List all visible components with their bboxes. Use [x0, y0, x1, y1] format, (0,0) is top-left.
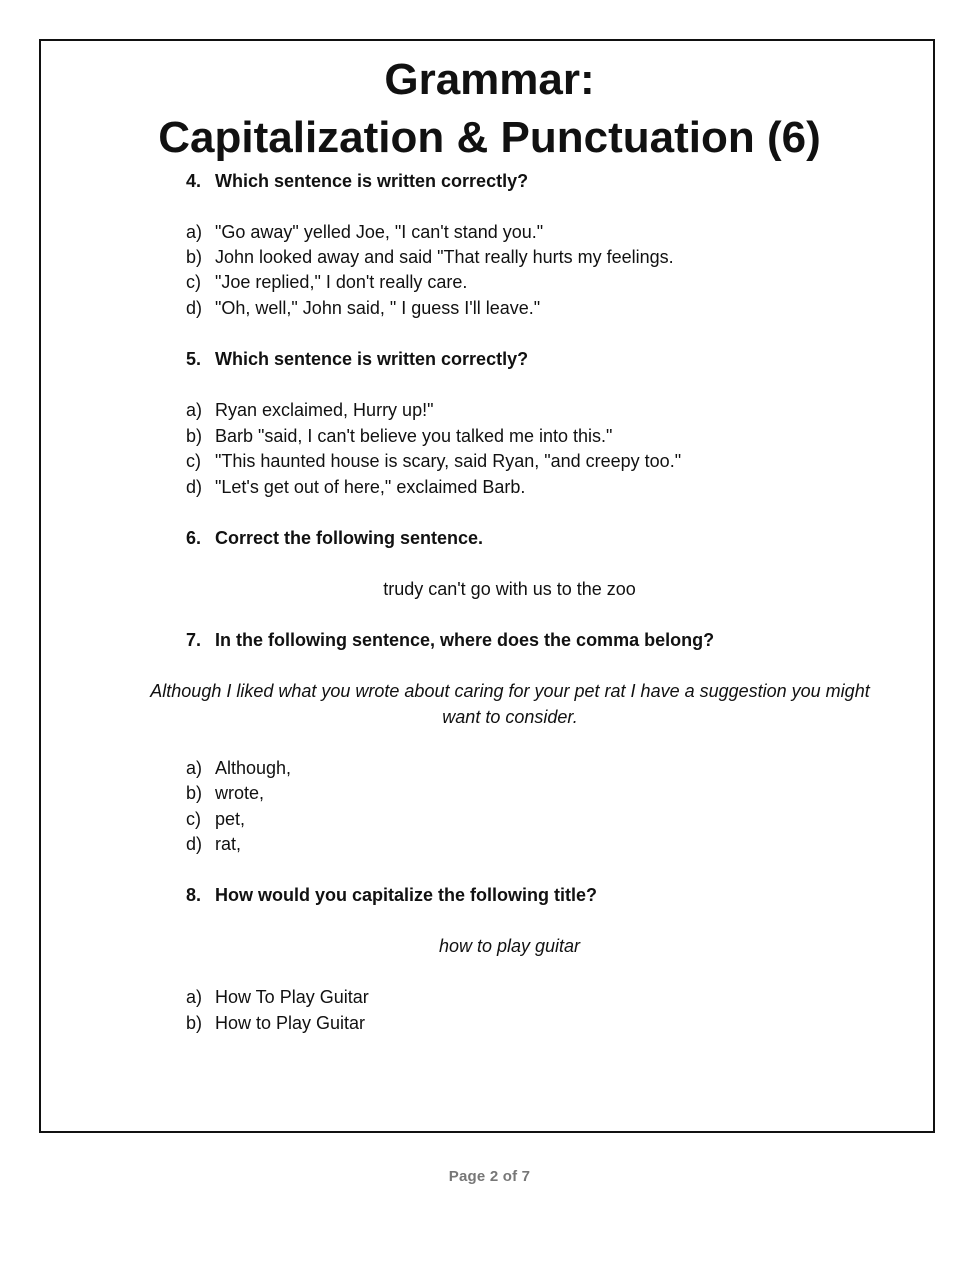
- option-letter: c): [186, 451, 201, 471]
- question-number: 4.: [186, 171, 202, 191]
- answer-option[interactable]: [186, 450, 681, 472]
- answer-option[interactable]: [186, 297, 540, 319]
- answer-option[interactable]: [186, 476, 525, 498]
- question-prompt: Which sentence is written correctly?: [215, 171, 529, 191]
- question-6: [186, 527, 483, 549]
- option-letter: a): [186, 400, 203, 420]
- option-text: How To Play Guitar: [215, 987, 369, 1007]
- option-letter: b): [186, 1013, 203, 1033]
- title-to-capitalize: how to play guitar: [438, 936, 581, 956]
- option-text: "Joe replied," I don't really care.: [215, 272, 468, 292]
- answer-option[interactable]: [186, 757, 291, 779]
- question-number: 6.: [186, 528, 202, 548]
- option-text: pet,: [215, 809, 246, 829]
- answer-option[interactable]: [186, 425, 612, 447]
- answer-option[interactable]: [186, 221, 543, 243]
- option-letter: b): [186, 783, 203, 803]
- option-letter: c): [186, 272, 201, 292]
- option-text: John looked away and said "That really hurts my feelings.: [215, 247, 674, 267]
- answer-option[interactable]: [186, 246, 674, 268]
- option-text: rat,: [215, 834, 242, 854]
- option-text: wrote,: [215, 783, 265, 803]
- question-prompt: Correct the following sentence.: [215, 528, 484, 548]
- option-letter: c): [186, 809, 201, 829]
- question-prompt: Which sentence is written correctly?: [215, 349, 529, 369]
- option-text: How to Play Guitar: [215, 1013, 366, 1033]
- question-number: 8.: [186, 885, 202, 905]
- answer-option[interactable]: [186, 986, 369, 1008]
- option-letter: b): [186, 426, 203, 446]
- question-prompt: How would you capitalize the following title?: [215, 885, 597, 905]
- option-text: Ryan exclaimed, Hurry up!": [215, 400, 434, 420]
- answer-option[interactable]: [186, 833, 241, 855]
- answer-option[interactable]: [186, 1012, 365, 1034]
- question-number: 7.: [186, 630, 202, 650]
- question-8: [186, 884, 597, 906]
- answer-option[interactable]: [186, 399, 433, 421]
- option-letter: d): [186, 477, 203, 497]
- option-letter: d): [186, 834, 203, 854]
- option-text: Although,: [215, 758, 292, 778]
- option-letter: a): [186, 987, 203, 1007]
- answer-option[interactable]: [186, 271, 467, 293]
- page-title-line-2: Capitalization & Punctuation (6): [158, 113, 821, 162]
- question-prompt: In the following sentence, where does the comma belong?: [215, 630, 715, 650]
- question-number: 5.: [186, 349, 202, 369]
- option-letter: d): [186, 298, 203, 318]
- sentence-to-correct: trudy can't go with us to the zoo: [383, 579, 636, 599]
- option-text: "This haunted house is scary, said Ryan, "and creepy too.": [215, 451, 682, 471]
- question-5: [186, 348, 528, 370]
- option-text: "Oh, well," John said, " I guess I'll leave.": [215, 298, 541, 318]
- option-text: Barb "said, I can't believe you talked me into this.": [215, 426, 613, 446]
- page-number: Page 2 of 7: [448, 1168, 531, 1185]
- option-letter: a): [186, 222, 203, 242]
- option-text: "Let's get out of here," exclaimed Barb.: [215, 477, 526, 497]
- page-title-line-1: Grammar:: [384, 55, 595, 104]
- answer-option[interactable]: [186, 808, 245, 830]
- example-sentence: Although I liked what you wrote about caring for your pet rat I have a suggestion you might want to consider.: [150, 681, 870, 727]
- option-letter: a): [186, 758, 203, 778]
- answer-option[interactable]: [186, 782, 264, 804]
- option-letter: b): [186, 247, 203, 267]
- option-text: "Go away" yelled Joe, "I can't stand you.": [215, 222, 544, 242]
- question-4: [186, 170, 528, 192]
- question-7: [186, 629, 714, 651]
